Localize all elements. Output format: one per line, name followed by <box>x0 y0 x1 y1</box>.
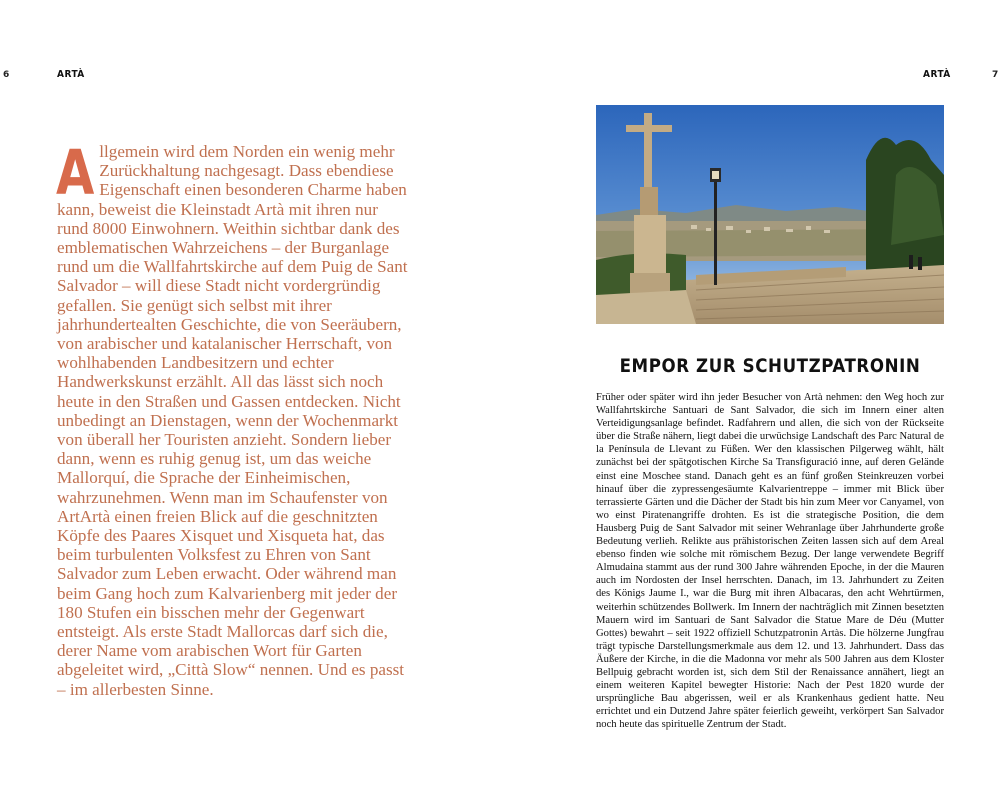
drop-cap: A <box>56 136 95 208</box>
article-body: Früher oder später wird ihn jeder Besucher von Artà nehmen: den Weg hoch zur Wallfahrtskirche Santuari de Sant Salvador, die sich im Innern einer alten Verteidigungsanlage befindet. Radfahrern und allen, die sich von der Rückseite über die Straße nähern, liegt dabei die urwüchsige Landschaft des Parc Natural de la Península de Llevant zu Füßen. Wer den klassischen Pilgerweg wählt, hält zunächst bei der spätgotischen Kirche Sa Transfiguració inne, auf deren Gelände einst eine Moschee stand. Danach geht es an fünf großen Steinkreuzen vorbei hinauf über die zypressengesäumte Kalvarientreppe – immer mit Blick über terrassierte Gärten und die Dächer der Stadt bis hin zum Meer vor Canyamel, von wo einst Piratenangriffe drohten. Es ist die strategische Position, die dem Hausberg Puig de Sant Salvador mit seiner Wehranlage über Jahrhunderte große Bedeutung verlieh. Relikte aus prähistorischen Zeiten lassen sich auf dem Areal ebenso finden wie solche mit römischem Bezug. Der lange verwendete Begriff Almudaina stammt aus der rund 300 Jahre währenden Epoche, in der die Mauren auch im Nordosten der Insel herrschten. Danach, im 13. Jahrhundert zu Zeiten des Königs Jaume I., war die Burg mit ihren Albacaras, den acht Wehrtürmen, weiterhin schützendes Bollwerk. Im Innern der nachträglich mit Zinnen besetzten Mauern wird im Santuari de Sant Salvador die Statue Mare de Déu (Mutter Gottes) bewahrt – seit 1922 offiziell Schutzpatronin Artàs. Die hölzerne Jungfrau trägt typische Darstellungsmerkmale aus dem 12. und 13. Jahrhundert. Dass das Äußere der Kirche, in die die Madonna vor mehr als 500 Jahren aus dem Kloster Bellpuig gebracht worden ist, sich dem Stil der Renaissance annähert, liegt an einem weiteren Kapitel bewegter Historie: Nach der Pest 1820 wurde der ursprüngliche Bau abgerissen, weil er als Krankenhaus gedient hatte. Neu errichtet und ein Dutzend Jahre später feierlich geweiht, verkörpert San Salvador noch heute das spirituelle Zentrum der Stadt. <box>596 392 944 731</box>
intro-paragraph <box>56 136 409 699</box>
running-head-right: ARTÀ <box>923 69 951 80</box>
cross-pedestal <box>634 215 666 277</box>
page-number-right: 7 <box>992 70 999 80</box>
calvary-cross-photo <box>596 105 944 324</box>
intro-text: llgemein wird dem Norden ein wenig mehr Zurückhaltung nachgesagt. Dass ebendiese Eigenschaft einen besonderen Charme haben kann, beweist die Kleinstadt Artà mit ihren nur rund 8000 Einwohnern. Weithin sichtbar dank des emblematischen Wahrzeichens – der Burganlage rund um die Wallfahrtskirche auf dem Puig de Sant Salvador – will diese Stadt nicht vordergründig gefallen. Sie genügt sich selbst mit ihrer jahrhundertealten Geschichte, die von Seeräubern, von arabischer und katalanischer Herrschaft, von wohlhabenden Landbesitzern und echter Handwerkskunst erzählt. All das lässt sich noch heute in den Straßen und Gassen entdecken. Nicht unbedingt an Dienstagen, wenn der Wochenmarkt von überall her Touristen anzieht. Sondern lieber dann, wenn es ruhig genug ist, um das weiche Mallorquí, die Sprache der Einheimischen, wahrzunehmen. Wenn man im Schaufenster von ArtArtà einen freien Blick auf die geschnitzten Köpfe des Paares Xisquet und Xisqueta hat, das beim turbulenten Volksfest zu Ehren von Sant Salvador zum Leben erwacht. Oder während man beim Gang hoch zum Kalvarienberg mit jeder der 180 Stufen ein bisschen mehr der Gegenwart entsteigt. Als erste Stadt Mallorcas darf sich die, derer Name vom arabischen Wort für Garten abgeleitet wird, „Città Slow“ nennen. Und es passt – im allerbesten Sinne. <box>57 142 408 699</box>
section-heading: EMPOR ZUR SCHUTZPATRONIN <box>619 356 921 377</box>
running-head-left: ARTÀ <box>57 69 85 80</box>
page-number-left: 6 <box>3 70 10 80</box>
lamp-post <box>714 175 717 285</box>
